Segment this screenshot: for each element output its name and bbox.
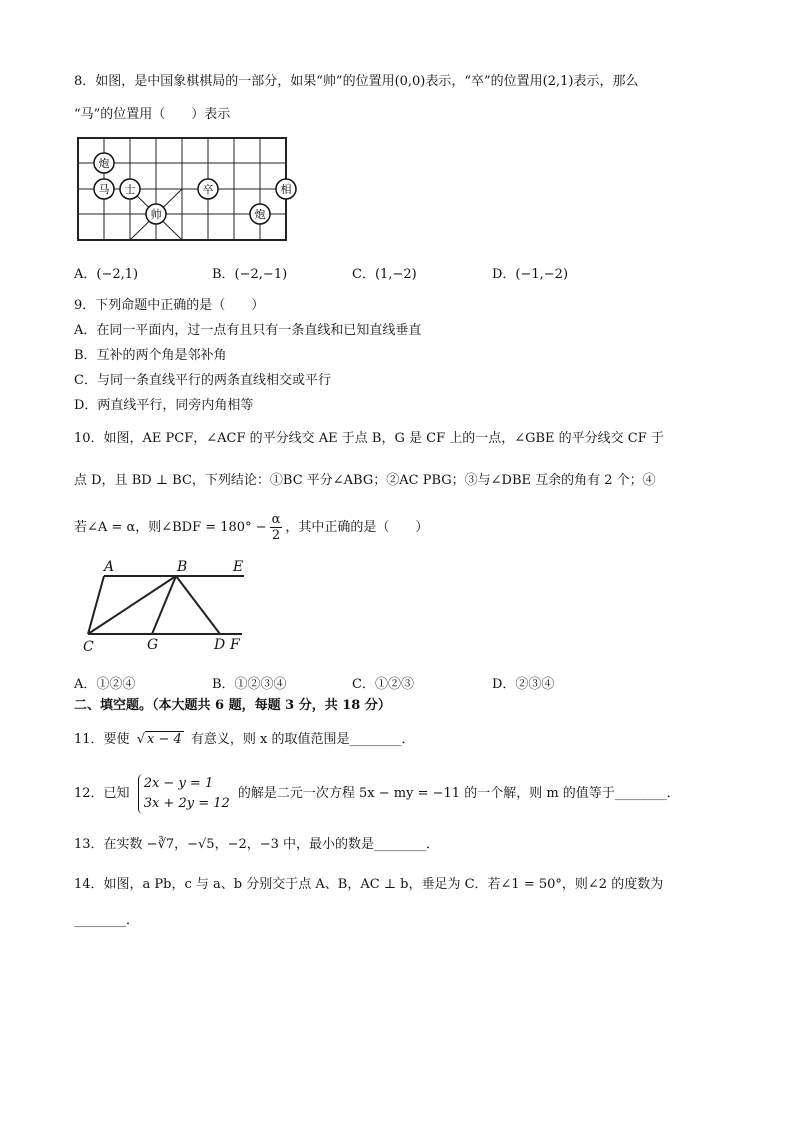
q14-line1: 14．如图，a Pb，c 与 a、b 分别交于点 A、B，AC ⊥ b，垂足为 C．若∠1 = 50°，则∠2 的度数为: [74, 877, 664, 892]
section-2-heading: 二、填空题。（本大题共 6 题，每题 3 分，共 18 分）: [74, 698, 391, 713]
piece-shuai: [146, 204, 166, 224]
equation-1: 2x − y = 1: [143, 776, 214, 791]
svg-text:帅: 帅: [150, 208, 162, 221]
sqrt-expression: [137, 731, 184, 749]
piece-pao-2: [250, 204, 270, 224]
q10-option-c[interactable]: C．①②③: [352, 677, 414, 692]
q14-line2: ________．: [74, 913, 140, 928]
svg-text:士: 士: [124, 183, 136, 196]
svg-text:马: 马: [98, 183, 110, 196]
q9-option-b[interactable]: B．互补的两个角是邻补角: [74, 348, 227, 363]
q12-part2: 的解是二元一次方程 5x − my = −11 的一个解，则 m 的值等于________．: [237, 786, 680, 801]
equation-2: 3x + 2y = 12: [143, 796, 230, 811]
q11-part1: 11．要使: [74, 732, 130, 747]
q8-option-a[interactable]: A．(−2,1): [74, 267, 139, 282]
piece-zu: [198, 179, 218, 199]
svg-text:相: 相: [280, 183, 292, 196]
q10-option-a[interactable]: A．①②④: [74, 677, 136, 692]
label-A: A: [104, 559, 115, 575]
svg-text:卒: 卒: [202, 183, 214, 196]
piece-shi: [120, 179, 140, 199]
equation-system: [138, 774, 230, 814]
q12-line: [74, 774, 680, 814]
label-D: D: [214, 637, 226, 653]
q10-fraction-num: α: [271, 512, 281, 527]
q12-part1: 12．已知: [74, 786, 130, 801]
q8-option-b[interactable]: B．(−2,−1): [212, 267, 288, 282]
svg-text:炮: 炮: [254, 208, 266, 221]
q9-option-a[interactable]: A．在同一平面内，过一点有且只有一条直线和已知直线垂直: [74, 323, 422, 338]
piece-pao-1: [94, 153, 114, 173]
q13-line: 13．在实数 −∛7，−√5，−2，−3 中，最小的数是________．: [74, 837, 440, 852]
q8-stem-line1: 8．如图，是中国象棋棋局的一部分，如果“帅”的位置用(0,0)表示，“卒”的位置用(2,1)表示，那么: [74, 74, 639, 89]
q10-option-d[interactable]: D．②③④: [492, 677, 555, 692]
label-G: G: [147, 637, 159, 653]
radicand: x − 4: [146, 732, 182, 747]
label-C: C: [83, 639, 94, 655]
q10-fraction-den: 2: [271, 528, 281, 543]
label-B: B: [177, 559, 188, 575]
q10-line3-part1: 若∠A = α，则∠BDF = 180° −: [74, 520, 267, 535]
q10-option-b[interactable]: B．①②③④: [212, 677, 287, 692]
label-E: E: [233, 559, 244, 575]
svg-text:炮: 炮: [98, 157, 110, 170]
q8-stem-line2: “马”的位置用（ ）表示: [74, 107, 231, 122]
radical-sign: √: [136, 732, 145, 747]
q10-geometry-figure: [74, 556, 270, 658]
q11-part2: 有意义，则 x 的取值范围是________．: [190, 732, 415, 747]
q10-line3-part2: ，其中正确的是（ ）: [285, 520, 429, 535]
q10-fraction: [270, 512, 283, 543]
q11-line: [74, 731, 415, 749]
piece-xiang: [276, 179, 296, 199]
q9-stem: 9．下列命题中正确的是（ ）: [74, 298, 265, 313]
q10-stem-line2: 点 D，且 BD ⊥ BC，下列结论：①BC 平分∠ABG；②AC PBG；③与∠DBE 互余的角有 2 个；④: [74, 473, 656, 488]
label-F: F: [230, 637, 240, 653]
q8-option-c[interactable]: C．(1,−2): [352, 267, 417, 282]
q10-stem-line3: [74, 512, 428, 543]
q8-option-d[interactable]: D．(−1,−2): [492, 267, 569, 282]
piece-ma: [94, 179, 114, 199]
q9-option-c[interactable]: C．与同一条直线平行的两条直线相交或平行: [74, 373, 331, 388]
q10-stem-line1: 10．如图，AE PCF，∠ACF 的平分线交 AE 于点 B，G 是 CF 上的一点，∠GBE 的平分线交 CF 于: [74, 431, 664, 446]
chess-board-figure: [74, 136, 304, 246]
q9-option-d[interactable]: D．两直线平行，同旁内角相等: [74, 398, 254, 413]
